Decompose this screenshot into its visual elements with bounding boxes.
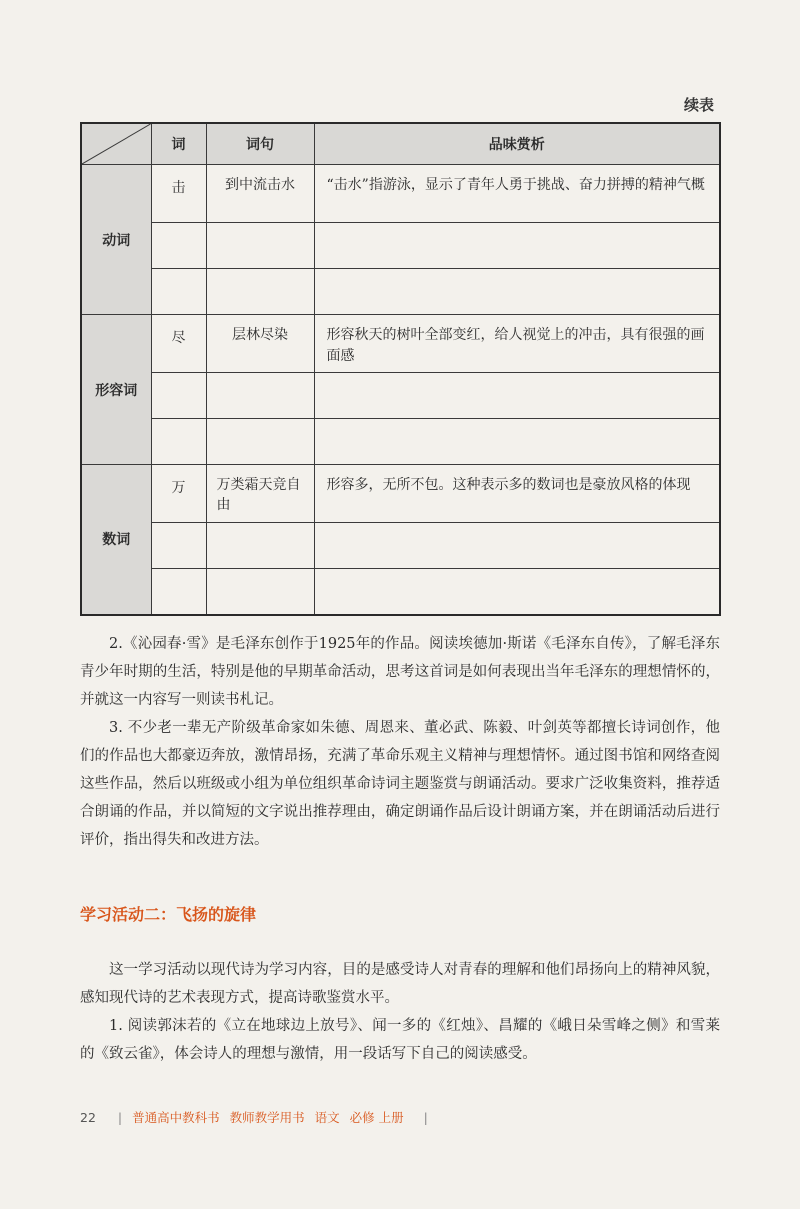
header-phrase: 词句	[206, 123, 314, 165]
task-paragraph-1: 1. 阅读郭沫若的《立在地球边上放号》、闻一多的《红烛》、昌耀的《峨日朵雪峰之侧》和雪莱的《致云雀》，体会诗人的理想与激情，用一段话写下自己的阅读感受。	[80, 1018, 720, 1062]
table-row	[81, 523, 720, 569]
table-row	[81, 223, 720, 269]
footer-book-type: 教师教学用书	[229, 1110, 305, 1125]
word-cell: 万	[151, 465, 206, 523]
table-row	[81, 465, 720, 523]
phrase-cell	[206, 569, 314, 615]
task-paragraph-2: 2.《沁园春·雪》是毛泽东创作于1925年的作品。阅读埃德加·斯诺《毛泽东自传》，了解毛泽东青少年时期的生活，特别是他的早期革命活动，思考这首词是如何表现出当年毛泽东的理想情怀的，并就这一内容写一则读书札记。	[80, 636, 720, 708]
task-paragraph-3: 3. 不少老一辈无产阶级革命家如朱德、周恩来、董必武、陈毅、叶剑英等都擅长诗词创作，他们的作品也大都豪迈奔放，激情昂扬，充满了革命乐观主义精神与理想情怀。通过图书馆和网络查阅这些作品，然后以班级或小组为单位组织革命诗词主题鉴赏与朗诵活动。要求广泛收集资料，推荐适合朗诵的作品，并以简短的文字说出推荐理由，确定朗诵作品后设计朗诵方案，并在朗诵活动后进行评价，指出得失和改进方法。	[80, 720, 720, 848]
table-row	[81, 373, 720, 419]
appreciation-cell: “击水”指游泳，显示了青年人勇于挑战、奋力拼搏的精神气概	[314, 165, 720, 223]
footer-subject: 语文	[314, 1110, 340, 1125]
header-word: 词	[151, 123, 206, 165]
phrase-cell	[206, 223, 314, 269]
table-row	[81, 569, 720, 615]
page-number: 22	[80, 1110, 96, 1125]
table-row	[81, 419, 720, 465]
appreciation-cell	[314, 523, 720, 569]
diagonal-line	[82, 124, 151, 164]
header-appreciation: 品味赏析	[314, 123, 720, 165]
section-intro: 这一学习活动以现代诗为学习内容，目的是感受诗人对青春的理解和他们昂扬向上的精神风貌，感知现代诗的艺术表现方式，提高诗歌鉴赏水平。	[80, 962, 720, 1006]
phrase-cell: 到中流击水	[206, 165, 314, 223]
category-adjective: 形容词	[81, 315, 151, 465]
footer-series: 普通高中教科书	[132, 1110, 220, 1125]
appreciation-cell	[314, 223, 720, 269]
diagonal-header-cell	[81, 123, 151, 165]
activity-one-tasks	[80, 630, 720, 854]
appreciation-cell	[314, 419, 720, 465]
word-cell	[151, 373, 206, 419]
word-cell	[151, 523, 206, 569]
page-footer	[80, 1108, 438, 1126]
appreciation-cell	[314, 569, 720, 615]
footer-volume: 必修 上册	[349, 1110, 404, 1125]
appreciation-cell	[314, 269, 720, 315]
appreciation-cell: 形容多，无所不包。这种表示多的数词也是豪放风格的体现	[314, 465, 720, 523]
word-cell	[151, 419, 206, 465]
word-cell: 尽	[151, 315, 206, 373]
word-analysis-table	[80, 122, 721, 616]
word-cell	[151, 569, 206, 615]
category-numeral: 数词	[81, 465, 151, 615]
section-title: 学习活动二：飞扬的旋律	[80, 905, 257, 924]
category-verb: 动词	[81, 165, 151, 315]
table-row	[81, 269, 720, 315]
footer-divider: |	[117, 1110, 123, 1125]
phrase-cell: 层林尽染	[206, 315, 314, 373]
phrase-cell	[206, 523, 314, 569]
table-row	[81, 165, 720, 223]
footer-divider: |	[423, 1110, 428, 1125]
phrase-cell	[206, 269, 314, 315]
appreciation-cell: 形容秋天的树叶全部变红，给人视觉上的冲击，具有很强的画面感	[314, 315, 720, 373]
table-header-row	[81, 123, 720, 165]
table-row	[81, 315, 720, 373]
appreciation-cell	[314, 373, 720, 419]
phrase-cell	[206, 419, 314, 465]
word-cell	[151, 223, 206, 269]
phrase-cell	[206, 373, 314, 419]
phrase-cell: 万类霜天竞自由	[206, 465, 314, 523]
word-cell: 击	[151, 165, 206, 223]
continued-table-label: 续表	[683, 96, 714, 114]
word-cell	[151, 269, 206, 315]
activity-two-content	[80, 956, 720, 1068]
